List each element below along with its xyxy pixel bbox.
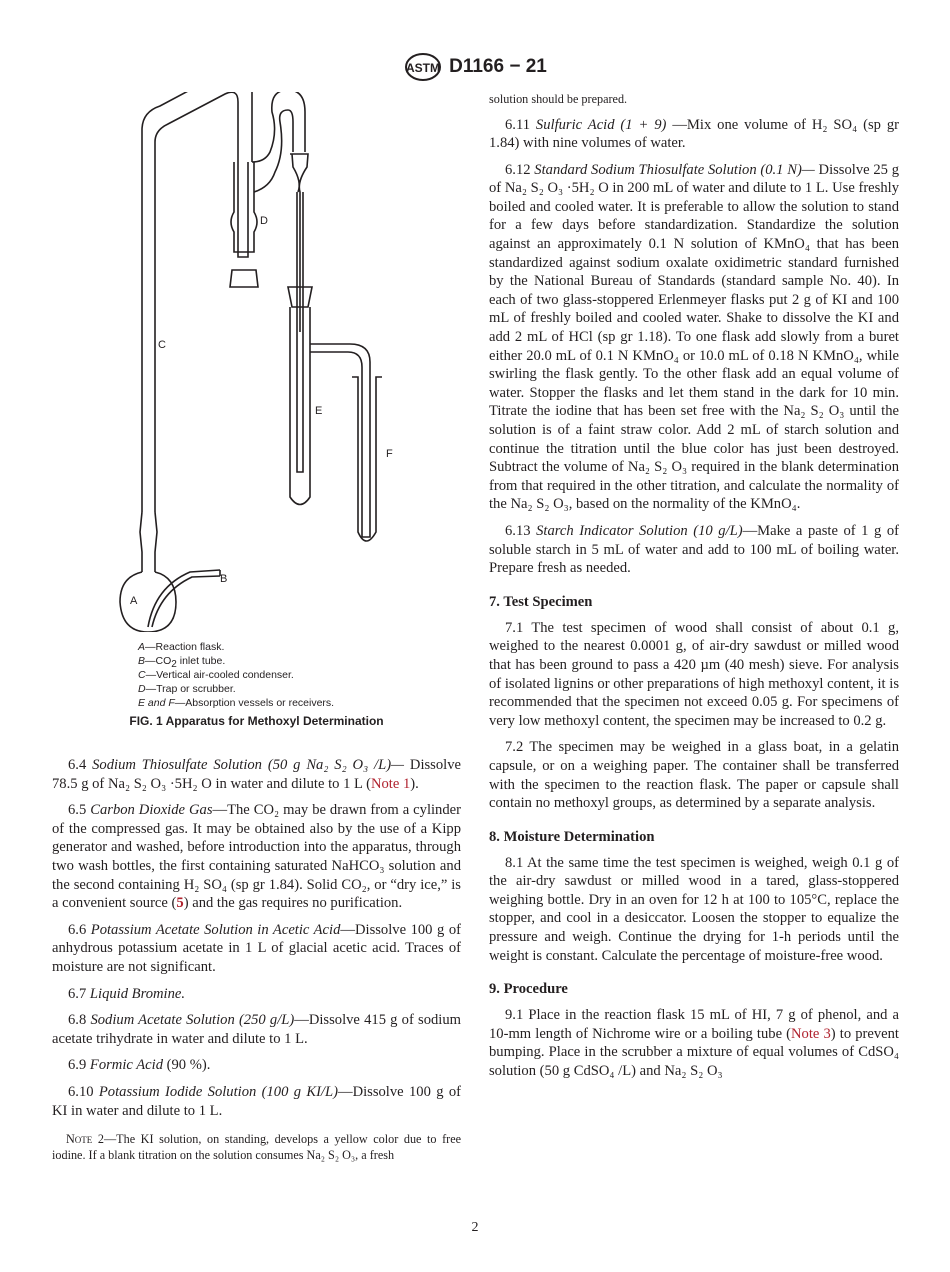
section-6-10: 6.10 Potassium Iodide Solution (100 g KI/L)—Dissolve 100 g of KI in water and dilute to 1 L. bbox=[52, 1083, 461, 1119]
svg-text:C: C bbox=[158, 339, 166, 351]
figure-caption: FIG. 1 Apparatus for Methoxyl Determination bbox=[129, 714, 384, 728]
note-2-continued: solution should be prepared. bbox=[489, 92, 628, 106]
section-6-9: 6.9 Formic Acid (90 %). bbox=[68, 1057, 211, 1074]
heading-procedure: 9. Procedure bbox=[489, 981, 568, 998]
figure-legend bbox=[138, 640, 334, 710]
note-2: Note 2—The KI solution, on standing, develops a yellow color due to free iodine. If a blank titration on the solution consumes Na₂ S₂ O₃, a fresh bbox=[52, 1132, 462, 1162]
legend-item-d: D—Trap or scrubber. bbox=[138, 683, 236, 695]
astm-logo-icon bbox=[403, 52, 443, 82]
page-header bbox=[0, 52, 950, 82]
left-column bbox=[52, 92, 461, 1171]
section-6-5: 6.5 Carbon Dioxide Gas—The CO₂ may be drawn from a cylinder of the compressed gas. It may be obtained also by the use of a Kipp generator and washed, before introduction into the apparatus, through two wash bottles, the first containing saturated NaHCO₃ solution and the second containing H₂ SO₄ (sp gr 1.84). Solid CO₂, or “dry ice,” is a convenient source (5) and the gas requires no purification. bbox=[52, 802, 461, 912]
svg-text:B: B bbox=[220, 573, 228, 585]
svg-text:D: D bbox=[260, 215, 268, 227]
figure-1 bbox=[52, 92, 461, 742]
apparatus-diagram bbox=[100, 92, 440, 632]
section-6-7: 6.7 Liquid Bromine. bbox=[68, 985, 186, 1002]
section-9-1: 9.1 Place in the reaction flask 15 mL of HI, 7 g of phenol, and a 10-mm length of Nichrome wire or a boiling tube (Note 3) to prevent bumping. Place in the scrubber a mixture of equal volumes of CdSO₄ solution (50 g CdSO₄ /L) and Na₂ S₂ O₃ bbox=[489, 1007, 899, 1080]
section-6-8: 6.8 Sodium Acetate Solution (250 g/L)—Dissolve 415 g of sodium acetate trihydrate in water and dilute to 1 L. bbox=[52, 1012, 462, 1047]
heading-test-specimen: 7. Test Specimen bbox=[489, 593, 593, 610]
right-column bbox=[489, 92, 899, 1089]
legend-item-ef: E and F—Absorption vessels or receivers. bbox=[138, 697, 335, 709]
heading-moisture-determination: 8. Moisture Determination bbox=[489, 828, 655, 845]
document-id: D1166 − 21 bbox=[449, 56, 547, 77]
section-6-6: 6.6 Potassium Acetate Solution in Acetic Acid—Dissolve 100 g of anhydrous potassium acetate in 1 L of glacial acetic acid. Traces of moisture are not significant. bbox=[52, 921, 461, 975]
section-6-13: 6.13 Starch Indicator Solution (10 g/L)—Make a paste of 1 g of soluble starch in 5 mL of water and add to 100 mL of boiling water. Prepare fresh as needed. bbox=[489, 522, 899, 577]
section-6-4: 6.4 Sodium Thiosulfate Solution (50 g Na₂ S₂ O₃ /L)— Dissolve 78.5 g of Na₂ S₂ O₃ ·5H₂ O in water and dilute to 1 L (Note 1). bbox=[52, 757, 461, 792]
svg-text:E: E bbox=[315, 405, 323, 417]
reference-5-link[interactable]: 5 bbox=[176, 895, 184, 912]
legend-item-a: A—Reaction flask. bbox=[138, 641, 225, 653]
section-6-11: 6.11 Sulfuric Acid (1 + 9) —Mix one volume of H₂ SO₄ (sp gr 1.84) with nine volumes of water. bbox=[489, 116, 899, 152]
section-6-12: 6.12 Standard Sodium Thiosulfate Solution (0.1 N)— Dissolve 25 g of Na₂ S₂ O₃ ·5H₂ O in 200 mL of water and dilute to 1 L. Use freshly boiled and cooled water. It is preferable to allow the solution to stand for a few days before standardization. Standardize the solution against an approximately 0.1 N solution of KMnO₄ that has been standardized against sodium oxalate oxidimetric standard furnished by the National Bureau of Standards (standard sample No. 40). In each of two glass-stoppered Erlenmeyer flasks put 2 g of KI and 100 mL of freshly boiled and cooled water. Shake to dissolve the KI and add 2 mL of HCl (sp gr 1.18). To one flask add slowly from a buret either 20.0 mL of 0.1 N KMnO₄ or 10.0 mL of 0.18 N KMnO₄, while swirling the flask gently. To the other flask add an equal volume of water. Stopper the flasks and let them stand in the dark for 10 min. Titrate the iodine that has been set free with the Na₂ S₂ O₃ until the solution is of a faint straw color. Add 2 mL of starch solution and continue the titration until the blue color has just been destroyed. Subtract the volume of Na₂ S₂ O₃ required in the blank determination from that required in the other titration, and calculate the normality of the Na₂ S₂ O₃, based on the normality of the KMnO₄. bbox=[489, 161, 899, 513]
svg-text:F: F bbox=[386, 448, 393, 460]
section-8-1: 8.1 At the same time the test specimen is weighed, weigh 0.1 g of the air-dry sawdust or milled wood in a tared, glass-stoppered weighing bottle. Dry in an oven for 12 h at 100 to 105°C, replace the stopper, and cool in a desiccator. Loosen the stopper to equalize the pressure and weigh. Continue the drying for 1-h periods until the weight is constant. Calculate the percentage of moisture-free wood. bbox=[489, 854, 899, 964]
page-number: 2 bbox=[471, 1220, 479, 1235]
note-3-link[interactable]: Note 3 bbox=[791, 1025, 831, 1042]
svg-text:A: A bbox=[130, 595, 138, 607]
legend-item-c: C—Vertical air-cooled condenser. bbox=[138, 669, 294, 681]
section-7-1: 7.1 The test specimen of wood shall consist of about 0.1 g, weighed to the nearest 0.0001 g, of air-dry sawdust or milled wood that has been ground to pass a 420 µm (40 mesh) sieve. For analysis of isolated lignins or other preparations of high methoxyl content, it is recommended that the specimen not exceed 0.05 g. For specimens of very low methoxyl content, the specimen may be increased to 0.2 g. bbox=[489, 619, 899, 729]
legend-item-b: $B—CO_2$ inlet tube. bbox=[138, 655, 226, 670]
note-1-link[interactable]: Note 1 bbox=[370, 775, 411, 792]
svg-text:ASTM: ASTM bbox=[406, 61, 441, 75]
section-7-2: 7.2 The specimen may be weighed in a glass boat, in a gelatin capsule, or on a weighing paper. The container shall be transferred with the specimen to the reaction flask. The paper or capsule shall contain no methoxyl groups, as determined by a separate analysis. bbox=[489, 739, 899, 812]
